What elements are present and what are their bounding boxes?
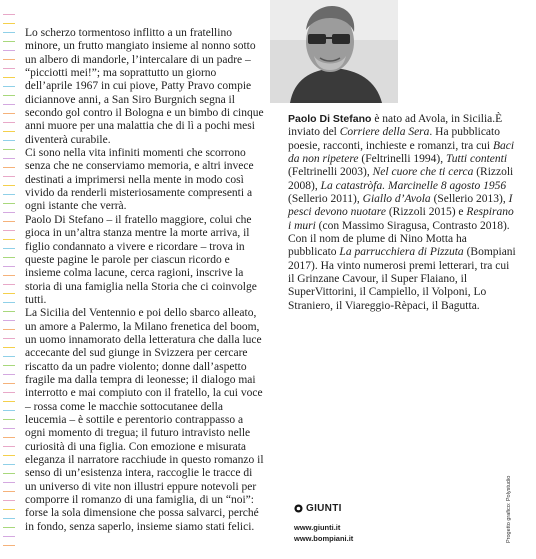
stripe-line bbox=[3, 149, 15, 150]
stripe-line bbox=[3, 509, 15, 510]
stripe-line bbox=[3, 500, 15, 501]
stripe-line bbox=[3, 95, 15, 96]
bio-text-run: è nato ad Avola, in Sicilia. bbox=[371, 113, 496, 125]
stripe-line bbox=[3, 68, 15, 69]
bio-text-run: (Sellerio 2013), bbox=[430, 193, 509, 206]
stripe-line bbox=[3, 527, 15, 528]
stripe-line bbox=[3, 266, 15, 267]
stripe-line bbox=[3, 32, 15, 33]
stripe-line bbox=[3, 194, 15, 195]
stripe-line bbox=[3, 419, 15, 420]
stripe-line bbox=[3, 257, 15, 258]
stripe-line bbox=[3, 167, 15, 168]
stripe-line bbox=[3, 329, 15, 330]
stripe-line bbox=[3, 14, 15, 15]
stripe-line bbox=[3, 293, 15, 294]
bio-title-italic: Tutti contenti bbox=[446, 153, 508, 166]
stripe-line bbox=[3, 356, 15, 357]
stripe-line bbox=[3, 311, 15, 312]
stripe-line bbox=[3, 437, 15, 438]
stripe-line bbox=[3, 446, 15, 447]
stripe-line bbox=[3, 518, 15, 519]
stripe-line bbox=[3, 239, 15, 240]
author-name: Paolo Di Stefano bbox=[288, 113, 372, 125]
bio-text-run: (Rizzoli 2008), bbox=[288, 166, 514, 192]
bio-title-italic: La catastròfa. Marcinelle 8 agosto 1956 bbox=[320, 179, 507, 192]
stripe-line bbox=[3, 77, 15, 78]
stripe-line bbox=[3, 392, 15, 393]
stripe-line bbox=[3, 464, 15, 465]
stripe-line bbox=[3, 113, 15, 114]
bio-text-run: (Sellerio 2011), bbox=[288, 193, 363, 206]
stripe-line bbox=[3, 176, 15, 177]
bio-title-italic: Baci da non ripetere bbox=[288, 139, 515, 166]
stripe-line bbox=[3, 248, 15, 249]
decorative-color-stripes bbox=[3, 14, 17, 554]
bio-title-italic: Respirano i muri bbox=[288, 206, 514, 232]
giunti-logo-icon bbox=[294, 504, 303, 513]
stripe-line bbox=[3, 185, 15, 186]
stripe-line bbox=[3, 455, 15, 456]
stripe-line bbox=[3, 86, 15, 87]
bio-title-italic: Giallo d’Avola bbox=[362, 193, 431, 206]
book-synopsis bbox=[25, 27, 265, 534]
bio-text-run: (Bompiani 2017). Ha vinto numerosi premi letterari, tra cui il Grinzane Cavour, il Super Flaiano, il SuperVittorini, il Campiello, il Volponi, Lo Straniero, il Viareggio-Rèpaci, il Bagutta. bbox=[288, 246, 516, 312]
stripe-line bbox=[3, 140, 15, 141]
stripe-line bbox=[3, 131, 15, 132]
bio-title-italic: I pesci devono nuotare bbox=[288, 193, 513, 219]
stripe-line bbox=[3, 41, 15, 42]
stripe-line bbox=[3, 545, 15, 546]
stripe-line bbox=[3, 284, 15, 285]
stripe-line bbox=[3, 230, 15, 231]
author-bio-text bbox=[288, 113, 518, 313]
design-credit: Progetto grafico: Polystudio bbox=[506, 475, 512, 543]
publisher-logo-text: GIUNTI bbox=[306, 503, 342, 514]
stripe-line bbox=[3, 212, 15, 213]
bio-title-italic: Nel cuore che ti cerca bbox=[372, 166, 474, 179]
stripe-line bbox=[3, 428, 15, 429]
stripe-line bbox=[3, 365, 15, 366]
stripe-line bbox=[3, 338, 15, 339]
publisher-urls bbox=[294, 522, 353, 544]
synopsis-paragraph: Ci sono nella vita infiniti momenti che scorrono senza che ne conserviamo memoria, e altri invece destinati a imprimersi nella mente in modo così vivido da renderli misteriosamente compresenti a ogni istante che verrà. bbox=[25, 147, 254, 213]
stripe-line bbox=[3, 122, 15, 123]
bio-text-run: (Feltrinelli 1994), bbox=[358, 153, 446, 166]
stripe-line bbox=[3, 374, 15, 375]
bio-text-run: È inviato del bbox=[288, 113, 503, 139]
stripe-line bbox=[3, 401, 15, 402]
synopsis-paragraph: Lo scherzo tormentoso inflitto a un fratellino minore, un frutto mangiato insieme al nonno sotto un albero di mandorle, l’intercalare di un padre – “picciotti mei!”; ma soprattutto un giorno dell’aprile 1967 in cui piove, Patty Pravo compie diciannove anni, a San Siro Burgnich segna il secondo gol contro il Bologna e un bimbo di cinque anni muore per una malattia che di lì a pochi mesi diventerà curabile. bbox=[25, 27, 264, 146]
stripe-line bbox=[3, 491, 15, 492]
author-photo bbox=[270, 0, 398, 103]
bio-text-run: (con Massimo Siragusa, Contrasto 2018). Con il nom de plume di Nino Motta ha pubblicato bbox=[288, 219, 510, 259]
stripe-line bbox=[3, 473, 15, 474]
bio-title-italic: La parrucchiera di Pizzuta bbox=[339, 246, 464, 259]
stripe-line bbox=[3, 221, 15, 222]
stripe-line bbox=[3, 104, 15, 105]
stripe-line bbox=[3, 320, 15, 321]
bio-text-run: (Rizzoli 2015) e bbox=[385, 206, 467, 219]
bio-title-italic: Corriere della Sera bbox=[339, 126, 430, 139]
publisher-url[interactable]: www.bompiani.it bbox=[294, 534, 354, 543]
stripe-line bbox=[3, 59, 15, 60]
stripe-line bbox=[3, 50, 15, 51]
stripe-line bbox=[3, 275, 15, 276]
author-bio bbox=[288, 113, 518, 313]
bio-text-run: (Feltrinelli 2003), bbox=[288, 166, 373, 179]
stripe-line bbox=[3, 347, 15, 348]
publisher-url[interactable]: www.giunti.it bbox=[294, 523, 341, 532]
synopsis-paragraph: La Sicilia del Ventennio e poi dello sbarco alleato, un amore a Palermo, la Milano frenetica del boom, un uomo innamorato della letteratura che dalla luce accecante del sud giunge in Svizzera per cercare riscatto da un padre violento; donne dall’aspetto fragile ma dalla tempra di leonesse; il dialogo mai interrotto e mai compiuto con il fratello, la cui voce – rossa come le macchie sottocutanee della leucemia – è sottile e perentorio contrappasso a ogni momento di tregua; il futuro intravisto nelle curiosità di una figlia. Con emozione e misurata eleganza il narratore racchiude in questo romanzo il senso di un’esistenza intera, raccoglie le tracce di un universo di vite non illustri eppure notevoli per comporre il romanzo di una famiglia, di un “noi”: forse la sola dimensione che possa salvarci, perché in fondo, senza saperlo, insieme siamo stati felici. bbox=[25, 307, 264, 533]
stripe-line bbox=[3, 383, 15, 384]
stripe-line bbox=[3, 158, 15, 159]
stripe-line bbox=[3, 536, 15, 537]
bio-text-run: . Ha pubblicato poesie, racconti, inchieste e romanzi, tra cui bbox=[288, 126, 500, 152]
stripe-line bbox=[3, 302, 15, 303]
stripe-line bbox=[3, 410, 15, 411]
stripe-line bbox=[3, 203, 15, 204]
publisher-logo bbox=[294, 503, 342, 514]
synopsis-paragraph: Paolo Di Stefano – il fratello maggiore, colui che gioca in un’altra stanza mentre la morte arriva, il figlio condannato a vivere e ricordare – trova in queste pagine le parole per ciascun ricordo e insieme colma lacune, cerca ragioni, inscrive la storia di una famiglia nella Storia che ci coinvolge tutti. bbox=[25, 213, 257, 306]
stripe-line bbox=[3, 482, 15, 483]
stripe-line bbox=[3, 23, 15, 24]
